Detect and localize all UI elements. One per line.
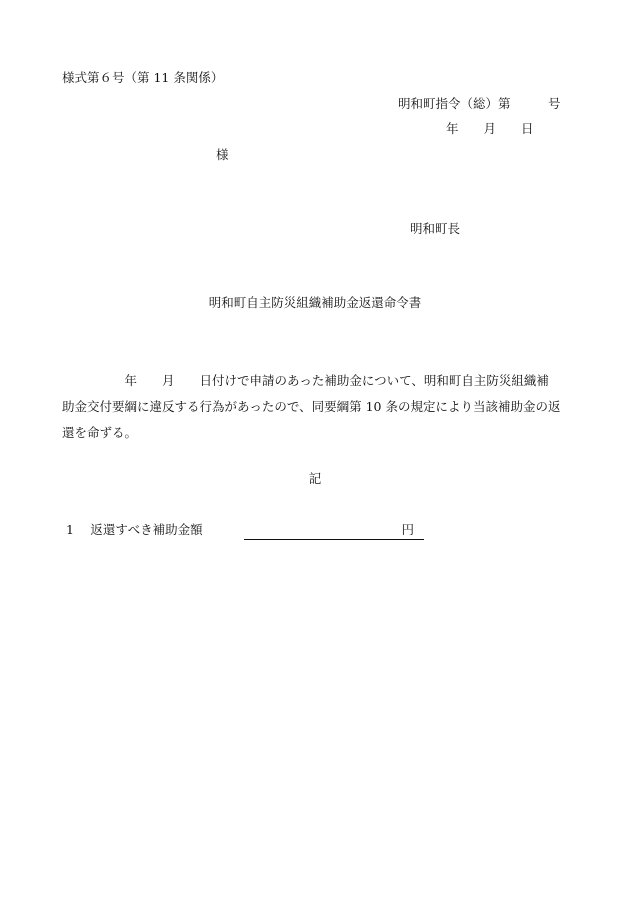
form-label: 様式第６号（第 11 条関係） xyxy=(62,70,224,85)
document-title: 明和町自主防災組織補助金返還命令書 xyxy=(208,295,422,310)
amount-unit: 円 xyxy=(401,522,414,537)
body-line: 還を命ずる。 xyxy=(62,425,138,440)
issuer: 明和町長 xyxy=(410,221,461,236)
document-number: 明和町指令（総）第 号 xyxy=(398,96,561,111)
ki-heading: 記 xyxy=(308,471,322,486)
amount-blank xyxy=(244,520,424,540)
body-paragraph xyxy=(62,368,572,446)
item-label: 1 返還すべき補助金額 xyxy=(66,522,203,537)
body-line: 助金交付要綱に違反する行為があったので、同要綱第 10 条の規定により当該補助金の返 xyxy=(62,399,561,414)
body-line: 年 月 日付けで申請のあった補助金について、明和町自主防災組織補 xyxy=(62,373,549,388)
addressee: 様 xyxy=(216,147,229,162)
document-date: 年 月 日 xyxy=(446,121,534,136)
